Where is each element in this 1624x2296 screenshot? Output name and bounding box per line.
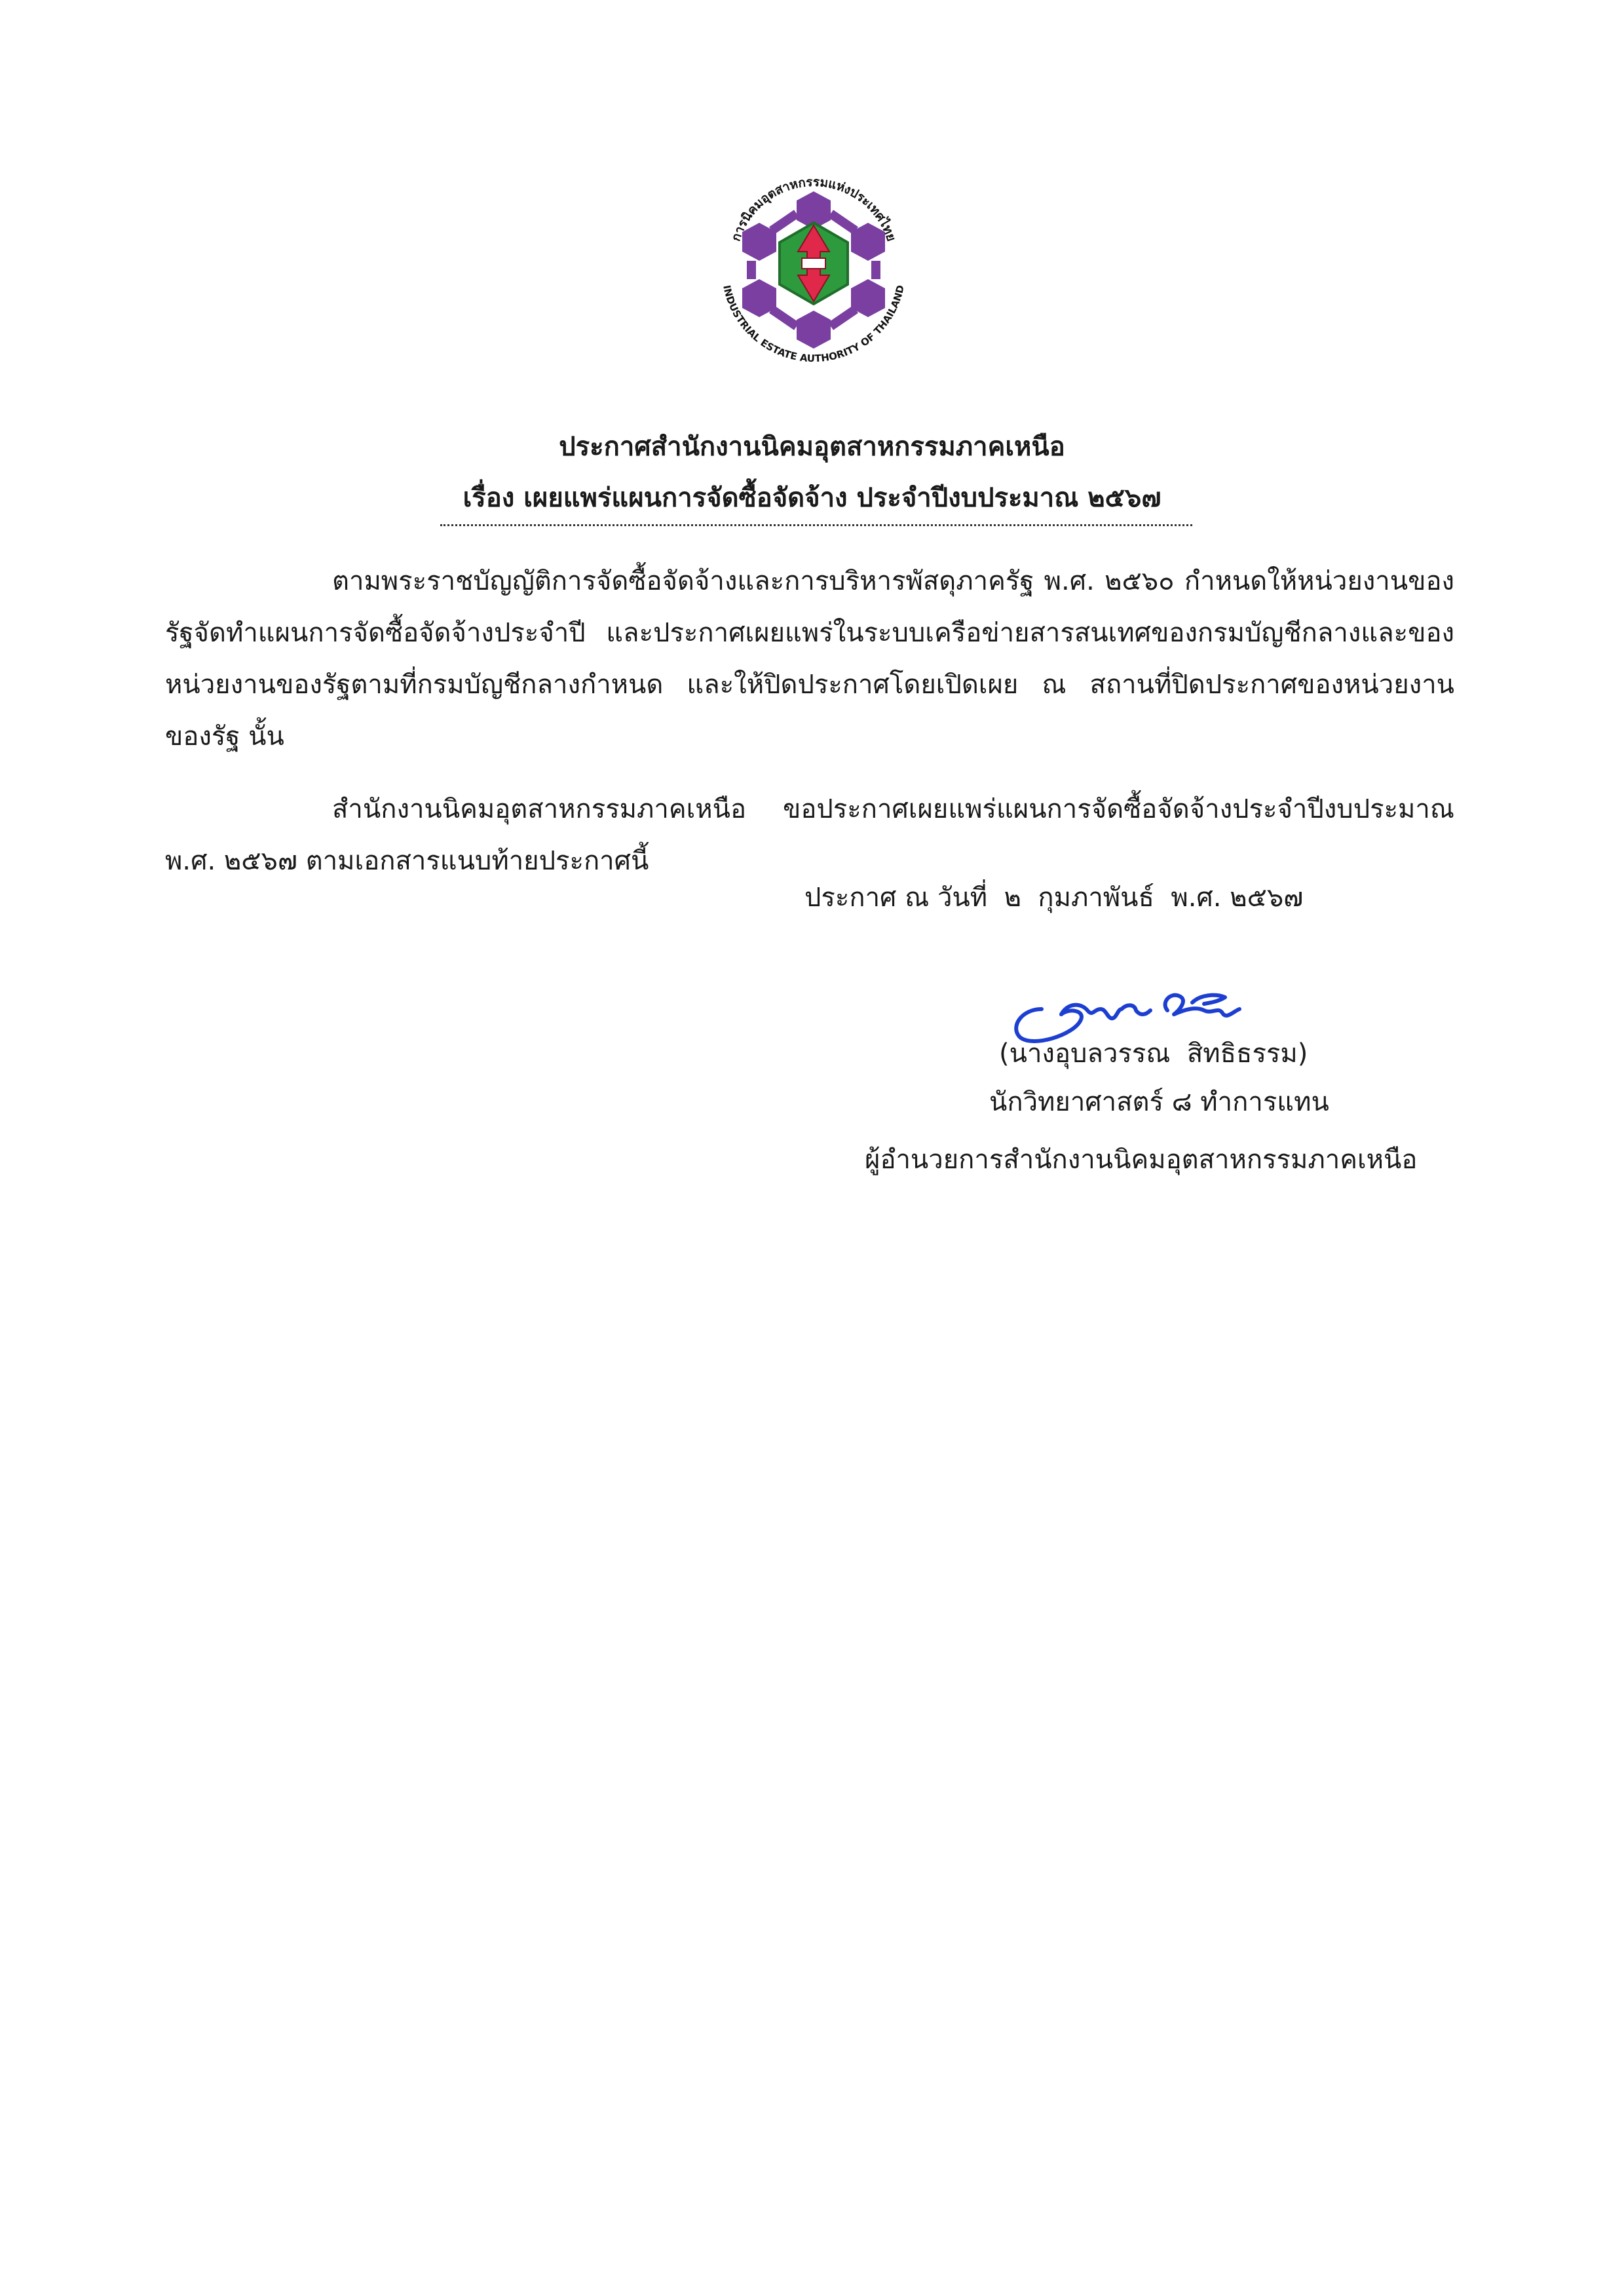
dotted-divider bbox=[440, 524, 1192, 526]
signatory-name: (นางอุบลวรรณ สิทธิธรรม) bbox=[999, 1039, 1308, 1069]
announcement-date: ประกาศ ณ วันที่ ๒ กุมภาพันธ์ พ.ศ. ๒๕๖๗ bbox=[804, 883, 1304, 913]
ieat-emblem-icon bbox=[696, 145, 932, 381]
logo-english-text: INDUSTRIAL ESTATE AUTHORITY OF THAILAND bbox=[721, 284, 907, 365]
signatory-acting-for: ผู้อำนวยการสำนักงานนิคมอุตสาหกรรมภาคเหนือ bbox=[865, 1145, 1418, 1175]
body-paragraph-1: ตามพระราชบัญญัติการจัดซื้อจัดจ้างและการบริหารพัสดุภาครัฐ พ.ศ. ๒๕๖๐ กำหนดให้หน่วยงานของรัฐจัดทำแผนการจัดซื้อจัดจ้างประจำปี และประกาศเผยแพร่ในระบบเครือข่ายสารสนเทศของกรมบัญชีกลางและของหน่วยงานของรัฐตามที่กรมบัญชีกลางกำหนด และให้ปิดประกาศโดยเปิดเผย ณ สถานที่ปิดประกาศของหน่วยงานของรัฐ นั้น bbox=[165, 566, 1454, 752]
ieat-logo bbox=[696, 145, 932, 381]
logo-thai-text: การนิคมอุตสาหกรรมแห่งประเทศไทย bbox=[728, 174, 899, 244]
signatory-position: นักวิทยาศาสตร์ ๘ ทำการแทน bbox=[989, 1087, 1329, 1117]
announcement-subject: เรื่อง เผยแพร่แผนการจัดซื้อจัดจ้าง ประจำปีงบประมาณ ๒๕๖๗ bbox=[463, 483, 1161, 513]
announcement-title: ประกาศสำนักงานนิคมอุตสาหกรรมภาคเหนือ bbox=[559, 432, 1065, 462]
body-paragraph-2: สำนักงานนิคมอุตสาหกรรมภาคเหนือ ขอประกาศเผยแพร่แผนการจัดซื้อจัดจ้างประจำปีงบประมาณ พ.ศ. ๒๕๖๗ ตามเอกสารแนบท้ายประกาศนี้ bbox=[165, 794, 1454, 876]
